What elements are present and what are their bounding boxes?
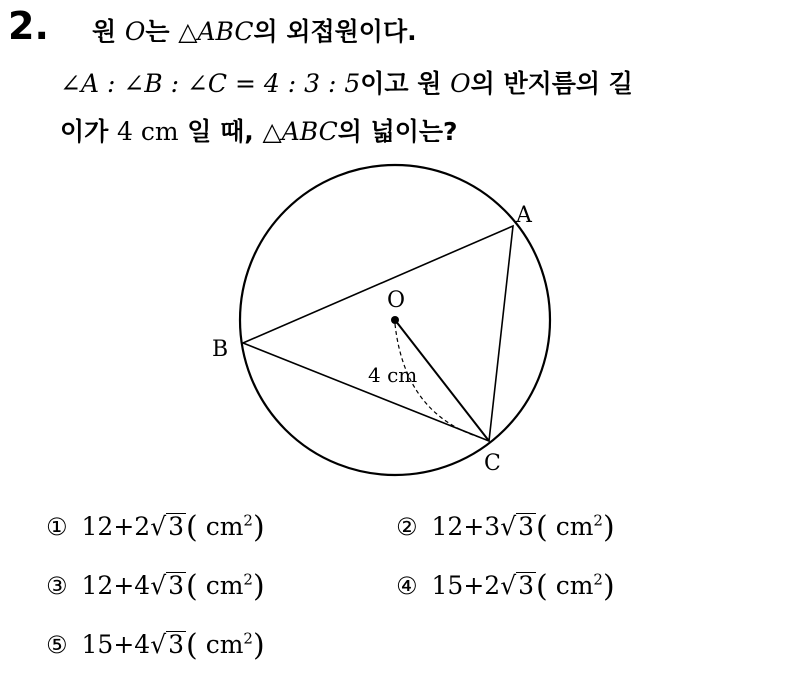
- radicand: 3: [168, 512, 185, 541]
- text: 는 △: [145, 17, 198, 46]
- choice-number: ③: [46, 572, 68, 600]
- exponent: 2: [593, 570, 603, 589]
- choice-expr: 15+4: [81, 630, 151, 659]
- choice-expr: 12+4: [81, 571, 151, 600]
- choice-expr: 15+2: [431, 571, 501, 600]
- text: 원: [92, 17, 125, 46]
- choice-number: ⑤: [46, 631, 68, 659]
- radius-value: 4 cm: [117, 117, 179, 146]
- exponent: 2: [593, 511, 603, 530]
- radicand: 3: [518, 512, 535, 541]
- unit: cm: [205, 512, 244, 541]
- center-point: [391, 316, 399, 324]
- unit: cm: [555, 512, 594, 541]
- choice-3[interactable]: ③ 12+4√3( $cm^2$): [46, 569, 265, 604]
- choice-2[interactable]: ② 12+3√3( $cm^2$): [396, 510, 615, 545]
- text: 의 반지름의 길: [470, 69, 633, 98]
- choice-expr: 12+2: [81, 512, 151, 541]
- choice-expr: 12+3: [431, 512, 501, 541]
- choice-number: ④: [396, 572, 418, 600]
- exponent: 2: [243, 570, 253, 589]
- sqrt: √3: [150, 571, 185, 600]
- math-text: ABC: [197, 17, 254, 46]
- label-c: C: [484, 451, 501, 476]
- text: 이가: [60, 117, 118, 146]
- choice-number: ②: [396, 513, 418, 541]
- angle-ratio: ∠A : ∠B : ∠C = 4 : 3 : 5: [60, 69, 361, 98]
- choice-number: ①: [46, 513, 68, 541]
- choice-4[interactable]: ④ 15+2√3( $cm^2$): [396, 569, 615, 604]
- unit: cm: [205, 630, 244, 659]
- math-text: O: [450, 69, 471, 98]
- exponent: 2: [243, 511, 253, 530]
- sqrt: √3: [150, 630, 185, 659]
- exponent: 2: [243, 629, 253, 648]
- radicand: 3: [168, 630, 185, 659]
- math-text: O: [124, 17, 146, 46]
- label-o: O: [387, 288, 406, 313]
- choice-5[interactable]: ⑤ 15+4√3( $cm^2$): [46, 628, 265, 663]
- radicand: 3: [168, 571, 185, 600]
- question-number: 2.: [8, 4, 49, 48]
- sqrt: √3: [500, 571, 535, 600]
- unit: cm: [555, 571, 594, 600]
- triangle-abc: [243, 226, 513, 441]
- sqrt: √3: [150, 512, 185, 541]
- label-radius: 4 cm: [368, 363, 418, 387]
- choice-1[interactable]: ① 12+2√3( $cm^2$): [46, 510, 265, 545]
- sqrt: √3: [500, 512, 535, 541]
- label-a: A: [516, 203, 532, 228]
- unit: cm: [205, 571, 244, 600]
- text: 일 때, △: [178, 117, 282, 146]
- text: 의 넓이는?: [337, 117, 458, 146]
- label-b: B: [212, 337, 229, 362]
- text: 이고 원: [360, 69, 451, 98]
- math-text: ABC: [281, 117, 338, 146]
- radicand: 3: [518, 571, 535, 600]
- text: 의 외접원이다.: [253, 17, 417, 46]
